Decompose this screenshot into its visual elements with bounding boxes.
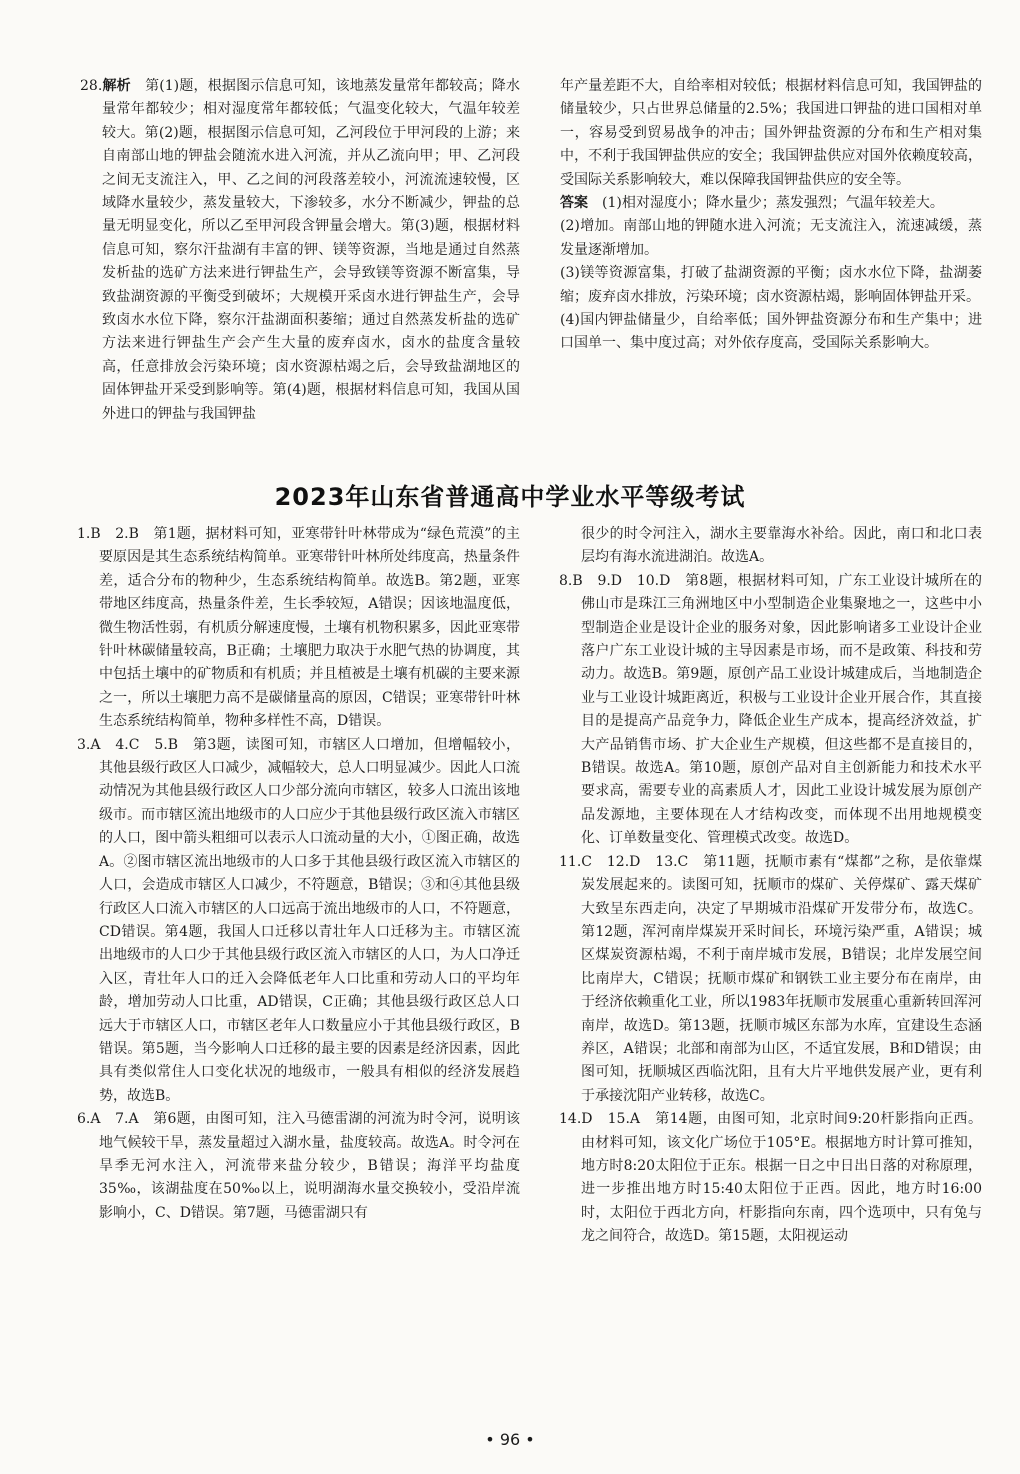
answer-28-column xyxy=(80,75,520,426)
answer-block: 答案 (1)相对湿度小；降水量少；蒸发强烈；气温年较差大。 xyxy=(560,195,944,212)
answer-item: (4)国内钾盐储量少，自给率低；国外钾盐资源分布和生产集中；进口国单一、集中度过高；对外依存度高，受国际关系影响大。 xyxy=(560,312,982,352)
section-title: 2023年山东省普通高中学业水平等级考试 xyxy=(274,483,746,511)
answer-item: 6.A 7.A 第6题，由图可知，注入马德雷湖的河流为时令河，说明该地气候较干旱，蒸发量超过入湖水量，盐度较高。故选A。时令河在旱季无河水注入，河流带来盐分较少，B错误；海洋平均盐度35‰，该湖盐度在50‰以上，说明湖海水量交换较小，受沿岸流影响小，C、D错误。第7题，马德雷湖只有 xyxy=(77,1111,521,1221)
answer-28-continuation xyxy=(560,75,982,356)
analysis-continuation: 年产量差距不大，自给率相对较低；根据材料信息可知，我国钾盐的储量较少，只占世界总储量的2.5%；我国进口钾盐的进口国相对单一，容易受到贸易战争的冲击；国外钾盐资源的分布和生产相对集中，不利于我国钾盐供应的安全；我国钾盐供应对国外依赖度较高，受国际关系影响较大，难以保障我国钾盐供应的安全等。 xyxy=(560,78,982,188)
page-number: • 96 • xyxy=(485,1430,535,1449)
answer-item: 很少的时令河注入，湖水主要靠海水补给。因此，南口和北口表层均有海水流进湖泊。故选A。 xyxy=(581,526,982,566)
answer-item: 14.D 15.A 第14题，由图可知，北京时间9:20杆影指向正西。由材料可知，该文化广场位于105°E。根据地方时计算可推知，地方时8:20太阳位于正东。根据一日之中日出日落的对称原理，进一步推出地方时15:40太阳位于正西。因此，地方时16:00时，太阳位于西北方向，杆影指向东南，四个选项中，只有兔与龙之间符合，故选D。第15题，太阳视运动 xyxy=(559,1111,982,1245)
answer-item: 11.C 12.D 13.C 第11题，抚顺市素有“煤都”之称，是依靠煤炭发展起来的。读图可知，抚顺市的煤矿、关停煤矿、露天煤矿大致呈东西走向，决定了早期城市沿煤矿开发带分布，故选C。第12题，浑河南岸煤炭开采时间长，环境污染严重，A错误；城区煤炭资源枯竭，不利于南岸城市发展，B错误；北岸发展空间比南岸大，C错误；抚顺市煤矿和钢铁工业主要分布在南岸，由于经济依赖重化工业，所以1983年抚顺市发展重心重新转回浑河南岸，故选D。第13题，抚顺市城区东部为水库，宜建设生态涵养区，A错误；北部和南部为山区，不适宜发展，B和D错误；由图可知，抚顺城区西临沈阳，且有大片平地供发展产业，更有利于承接沈阳产业转移，故选C。 xyxy=(559,853,982,1104)
left-answer-column xyxy=(77,523,520,1225)
answer-item: 1.B 2.B 第1题，据材料可知，亚寒带针叶林带成为“绿色荒漠”的主要原因是其生态系统结构简单。亚寒带针叶林所处纬度高，热量条件差，适合分布的物种少，生态系统结构简单。故选B。第2题，亚寒带地区纬度高，热量条件差，生长季较短，A错误；因该地温度低，微生物活性弱，有机质分解速度慢，土壤有机物积累多，因此亚寒带针叶林碳储量较高，B正确；土壤肥力取决于水肥气热的协调度，其中包括土壤中的矿物质和有机质；并且植被是土壤有机碳的主要来源之一，所以土壤肥力高不是碳储量高的原因，C错误；亚寒带针叶林生态系统结构简单，物种多样性不高，D错误。 xyxy=(77,526,520,730)
right-answer-column xyxy=(559,523,982,1249)
answer-label: 答案 xyxy=(560,195,588,212)
analysis-label: 解析 xyxy=(102,78,131,94)
answer-28-analysis: 28.解析 第(1)题，根据图示信息可知，该地蒸发量常年都较高；降水量常年都较少；相对湿度常年都较低；气温变化较大，气温年较差较大。第(2)题，根据图示信息可知，乙河段位于甲河段的上游；来自南部山地的钾盐会随流水进入河流，并从乙流向甲；甲、乙河段之间无支流注入，甲、乙之间的河段落差较小，河流流速较慢，区域降水量较少，蒸发量较大，下渗较多，水分不断减少，钾盐的总量无明显变化，所以乙至甲河段含钾量会增大。第(3)题，根据材料信息可知，察尔汗盐湖有丰富的钾、镁等资源，当地是通过自然蒸发析盐的选矿方法来进行钾盐生产，会导致镁等资源不断富集，导致盐湖资源的平衡受到破坏；大规模开采卤水进行钾盐生产，会导致卤水水位下降，察尔汗盐湖面积萎缩；通过自然蒸发析盐的选矿方法来进行钾盐生产会产生大量的废弃卤水，卤水的盐度含量较高，任意排放会污染环境；卤水资源枯竭之后，会导致盐湖地区的固体钾盐开采受到影响等。第(4)题，根据材料信息可知，我国从国外进口的钾盐与我国钾盐 xyxy=(80,78,520,422)
answer-item: (3)镁等资源富集，打破了盐湖资源的平衡；卤水水位下降，盐湖萎缩；废弃卤水排放，污染环境；卤水资源枯竭，影响固体钾盐开采。 xyxy=(560,265,982,305)
answer-item: 8.B 9.D 10.D 第8题，根据材料可知，广东工业设计城所在的佛山市是珠江三角洲地区中小型制造企业集聚地之一，这些中小型制造企业是设计企业的服务对象，因此影响诸多工业设计企业落户广东工业设计城的主导因素是市场，而不是政策、科技和劳动力。故选B。第9题，原创产品工业设计城建成后，当地制造企业与工业设计城距离近，积极与工业设计企业开展合作，其直接目的是提高产品竞争力，降低企业生产成本，提高经济效益，扩大产品销售市场、扩大企业生产规模，但这些都不是直接目的，B错误。故选A。第10题，原创产品对自主创新能力和技术水平要求高，需要专业的高素质人才，因此工业设计城发展为原创产品发源地，主要体现在人才结构改变，而体现不出用地规模变化、订单数量变化、管理模式改变。故选D。 xyxy=(559,572,983,847)
answer-item: 3.A 4.C 5.B 第3题，读图可知，市辖区人口增加，但增幅较小，其他县级行政区人口减少，减幅较大，总人口明显减少。因此人口流动情况为其他县级行政区人口少部分流向市辖区，较多人口流出该地级市。而市辖区流出地级市的人口应少于其他县级行政区流入市辖区的人口，图中箭头粗细可以表示人口流动量的大小，①图正确，故选A。②图市辖区流出地级市的人口多于其他县级行政区流入市辖区的人口，会造成市辖区人口减少，不符题意，B错误；③和④其他县级行政区人口流入市辖区的人口远高于流出地级市的人口，不符题意，CD错误。第4题，我国人口迁移以青壮年人口迁移为主。市辖区流出地级市的人口少于其他县级行政区流入市辖区的人口，为人口净迁入区，青壮年人口的迁入会降低老年人口比重和劳动人口的平均年龄，增加劳动人口比重，AD错误，C正确；其他县级行政区总人口远大于市辖区人口，市辖区老年人口数量应小于其他县级行政区，B错误。第5题，当今影响人口迁移的最主要的因素是经济因素，因此具有类似常住人口变化状况的地级市，一般具有相似的经济发展趋势，故选B。 xyxy=(77,736,520,1104)
answer-item: (2)增加。南部山地的钾随水进入河流；无支流注入，流速减缓，蒸发量逐渐增加。 xyxy=(560,218,982,258)
